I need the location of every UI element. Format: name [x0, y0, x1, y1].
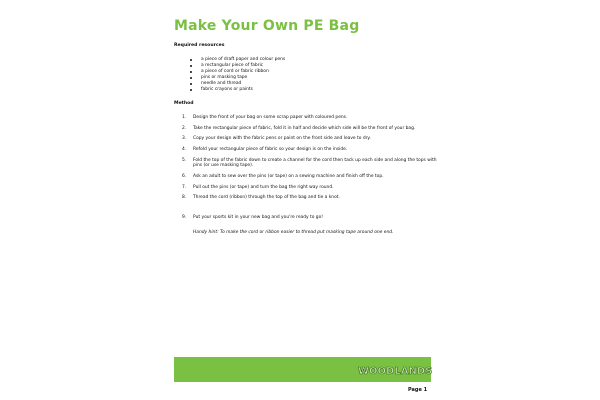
step-number: 9. — [182, 214, 187, 220]
step-number: 7. — [182, 184, 187, 190]
list-item-text: needle and thread — [201, 80, 242, 86]
bullet-icon — [190, 65, 192, 67]
step-number: 4. — [182, 147, 187, 153]
step-number: 6. — [182, 173, 187, 179]
step-text: Thread the cord (ribbon) through the top of the bag and tie a knot. — [193, 195, 340, 201]
page-title: Make Your Own PE Bag — [174, 18, 360, 34]
step-number: 1. — [182, 115, 187, 120]
list-item-text: a rectangular piece of fabric — [201, 62, 264, 68]
method-heading: Method — [174, 101, 194, 106]
step-item — [182, 136, 442, 141]
resources-list — [190, 57, 285, 92]
list-item-text: a piece of cord or fabric ribbon — [201, 68, 269, 74]
bullet-icon — [190, 59, 192, 61]
step-item — [182, 147, 442, 152]
resources-heading: Required resources — [174, 43, 225, 48]
step-text: Pull out the pins (or tape) and turn the bag the right way round. — [193, 184, 334, 190]
step-text: Copy your design with the fabric pens or paint on the front side and leave to dry. — [193, 136, 371, 142]
bullet-icon — [190, 77, 192, 79]
list-item-text: pins or masking tape — [201, 74, 248, 80]
logo-text: WOODLANDS — [358, 366, 433, 377]
list-item — [190, 87, 285, 93]
step-item — [182, 185, 442, 190]
step-text: Refold your rectangular piece of fabric so your design is on the inside. — [193, 147, 348, 153]
step-text: Put your sports kit in your new bag and you're ready to go! — [193, 214, 324, 220]
step-number: 2. — [182, 125, 187, 131]
page-number: Page 1 — [408, 387, 428, 393]
step-text: Ask an adult to sew over the pins (or tape) on a sewing machine and finish off the top. — [193, 173, 384, 179]
step-number: 8. — [182, 195, 187, 201]
list-item-text: a piece of draft paper and colour pens — [201, 57, 286, 62]
step-number: 3. — [182, 136, 187, 142]
method-steps — [182, 115, 442, 225]
bullet-icon — [190, 71, 192, 73]
step-item — [182, 195, 442, 200]
list-item-text: fabric crayons or paints — [201, 86, 253, 92]
step-text: Take the rectangular piece of fabric, fold it in half and decide which side will be the front of your bag. — [193, 125, 416, 131]
step-item — [182, 215, 442, 220]
step-item — [182, 126, 442, 131]
handy-hint: Handy hint: To make the cord or ribbon easier to thread put masking tape around one end. — [193, 230, 394, 235]
step-item — [182, 115, 442, 120]
logo — [356, 361, 433, 378]
step-number: 5. — [182, 157, 187, 163]
step-item — [182, 158, 442, 169]
bullet-icon — [190, 83, 192, 85]
step-text: Design the front of your bag on some scrap paper with coloured pens. — [193, 115, 348, 120]
step-item — [182, 174, 442, 179]
bullet-icon — [190, 89, 192, 91]
step-text: Fold the top of the fabric down to create a channel for the cord then tack up each side and along the tops with pins (or use masking tape). — [193, 157, 437, 169]
